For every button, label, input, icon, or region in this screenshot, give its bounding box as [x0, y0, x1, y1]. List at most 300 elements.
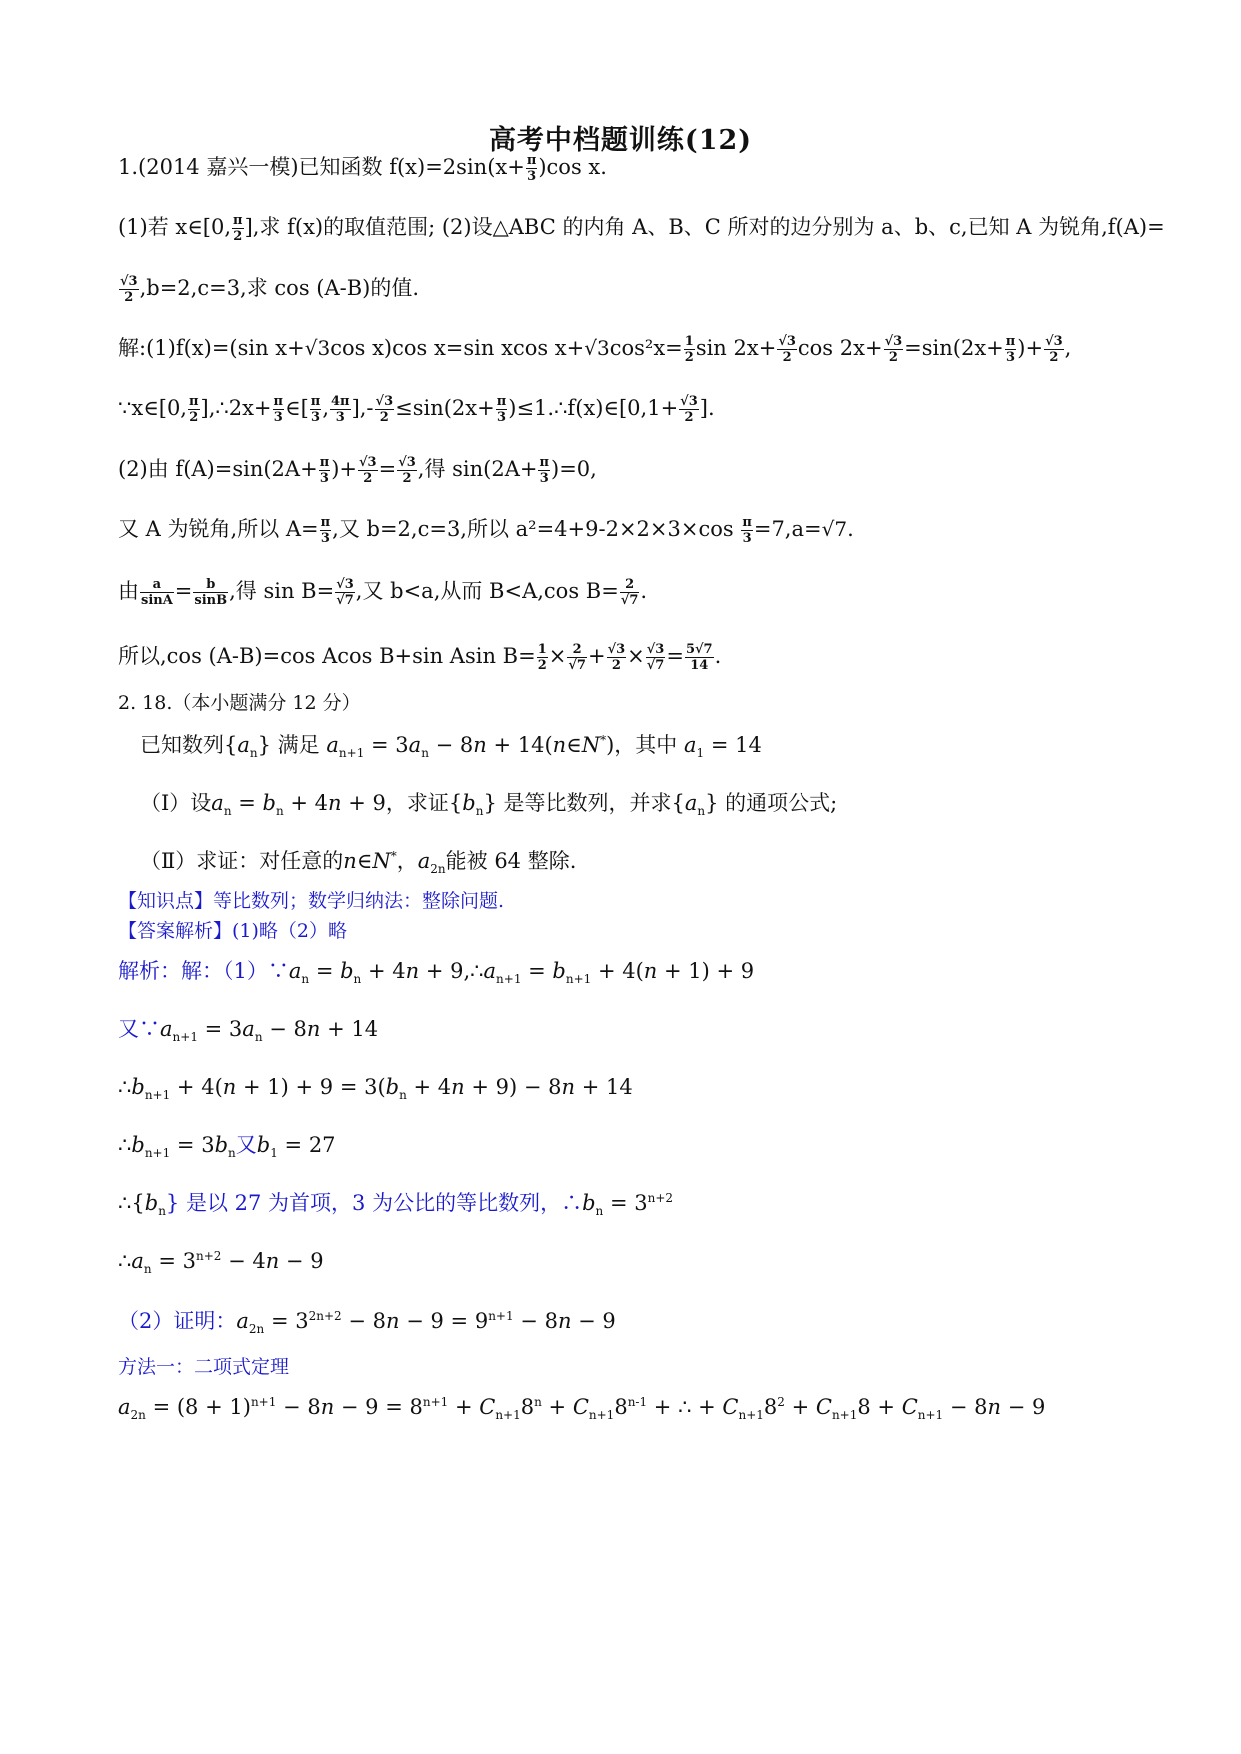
text: 8: [857, 1395, 871, 1419]
text: ,: [1064, 336, 1072, 360]
problem-1-question: [118, 212, 1165, 244]
num: 2: [620, 577, 640, 593]
text: （2）证明：: [118, 1309, 237, 1333]
var: n: [265, 1249, 280, 1273]
text: 4(: [201, 1075, 223, 1099]
analysis-line-8: $a_{2n} = (8 + 1)^{n+1} - 8n - 9 = 8^{n+1} + C_{n+1}8^n + C_{n+1}8^{n-1}$ + ∴ + $C_{n+1}8^2 + C_{n+1}8 + C_{n+1} - 8n - 9$: [118, 1395, 1046, 1423]
den: 3: [1006, 350, 1016, 365]
sub: n: [223, 804, 232, 819]
fraction-4pi-over-3: [330, 394, 351, 425]
text: ×: [627, 644, 645, 668]
fraction-root3-over-2: [358, 455, 378, 486]
text: .: [714, 644, 722, 668]
text: 又: [235, 1133, 257, 1157]
var: a: [237, 733, 250, 757]
text: 3: [395, 733, 409, 757]
sub: n+1: [338, 746, 365, 761]
den: √7: [336, 593, 354, 608]
solution-line-2: [118, 393, 715, 425]
var: n: [405, 959, 420, 983]
sub: n+1: [495, 1408, 521, 1423]
sup: n+1: [422, 1395, 449, 1409]
den: 3: [335, 410, 345, 425]
analysis-line-7: （2）证明：$a_{2n} = 3^{2n+2} - 8n - 9 = 9^{n+1} - 8n - 9$: [118, 1309, 616, 1337]
text: ×: [548, 644, 567, 668]
num: 2: [567, 642, 587, 658]
fraction-root3-over-root7: [646, 642, 666, 673]
text: 由: [118, 579, 139, 603]
page-title: 高考中档题训练(12): [488, 125, 753, 156]
den: 2: [684, 410, 694, 425]
text: 27: [308, 1133, 336, 1157]
text: )+: [1017, 336, 1044, 360]
fraction-5root7-over-14: [685, 642, 714, 673]
text: 9,∴: [450, 959, 484, 983]
fraction-pi-over-3: [741, 515, 753, 546]
fraction-pi-over-3: [538, 455, 550, 486]
text: } 是以 27 为首项，3 为公比的等比数列，∴: [165, 1191, 583, 1215]
sub: n+1: [917, 1408, 944, 1423]
fraction-pi-over-3: [320, 515, 332, 546]
num: √3: [120, 274, 138, 289]
fraction-2-over-root7: [620, 577, 640, 608]
num: √3: [336, 577, 354, 592]
sub: 1: [696, 746, 705, 761]
text: } 满足: [257, 733, 320, 757]
text: 9: [310, 1249, 324, 1273]
den: 14: [690, 658, 709, 673]
num: 4π: [331, 394, 350, 409]
analysis-line-3: $\therefore b_{n+1} + 4(n + 1) + 9 = 3(b_n + 4n + 9) - 8n + 14$: [118, 1075, 633, 1103]
num: 1: [537, 642, 547, 657]
var: b: [256, 1133, 271, 1157]
den: 2: [233, 229, 243, 244]
var: a: [326, 733, 339, 757]
var: a: [118, 1395, 131, 1419]
text: +: [587, 644, 606, 668]
text: 又∵: [118, 1017, 160, 1041]
fraction-1-over-2: [537, 642, 548, 673]
sup: n+2: [647, 1191, 674, 1205]
text: 9: [474, 1309, 489, 1333]
num: √3: [607, 642, 626, 657]
var: a: [236, 1309, 249, 1333]
fraction-pi-over-3: [319, 455, 331, 486]
text: =: [174, 579, 193, 603]
text: 8: [520, 1395, 535, 1419]
num: √3: [680, 394, 698, 409]
var: a: [684, 791, 698, 815]
fraction-root3-over-root7: [335, 577, 355, 608]
den: 2: [379, 410, 389, 425]
den: 2: [888, 350, 898, 365]
sup: n+1: [250, 1395, 277, 1409]
text: (2)由 f(A)=sin(2A+: [118, 457, 318, 481]
text: （Ⅰ）设: [140, 791, 212, 815]
var: C: [722, 1395, 739, 1419]
sub: n: [421, 746, 429, 761]
var: b: [462, 791, 476, 815]
text: ,b=2,c=3,求 cos (A-B)的值.: [139, 276, 420, 300]
var: b: [131, 1075, 145, 1099]
fraction-pi-over-3: [526, 153, 538, 184]
text: cos²x=: [609, 336, 683, 360]
sub: 2n: [248, 1322, 265, 1337]
var: a: [242, 1017, 255, 1041]
fraction-root3-over-2: [119, 274, 139, 305]
text: 3: [295, 1309, 309, 1333]
text: 已知数列{: [140, 733, 238, 757]
text: ],∴2x+: [200, 396, 272, 420]
text: 9): [495, 1075, 518, 1099]
num: π: [1005, 334, 1016, 349]
num: π: [310, 394, 321, 409]
sub: n+1: [496, 972, 522, 987]
text: ,得 sin(2A+: [417, 457, 538, 481]
den: sinB: [194, 593, 228, 608]
den: 2: [782, 350, 792, 365]
text: ,又 b=2,c=3,所以 a²=4+9-2×2×3×cos: [332, 517, 741, 541]
text: 所以,cos (A-B)=cos Acos B+sin Asin B=: [118, 644, 536, 668]
text: 4: [314, 791, 329, 815]
fraction-root3-over-2: [397, 455, 417, 486]
knowledge-point: 【知识点】等比数列；数学归纳法：整除问题.: [118, 890, 505, 912]
text: 1.(2014 嘉兴一模)已知函数 f(x)=2sin(x+: [118, 155, 525, 179]
var: n: [561, 1075, 576, 1099]
sub: n: [249, 746, 258, 761]
text: 14: [735, 733, 762, 757]
text: 8: [293, 1017, 307, 1041]
text: ∴{: [118, 1191, 145, 1215]
text: 9: [365, 1395, 379, 1419]
sqrt3: √3: [304, 336, 331, 360]
num: a: [140, 577, 174, 593]
var: b: [340, 959, 354, 983]
text: 14(: [517, 733, 553, 757]
text: =: [378, 457, 397, 481]
text: )，其中: [606, 733, 678, 757]
num: √3: [398, 455, 416, 470]
solution-line-4: [118, 514, 854, 546]
num: √3: [884, 334, 903, 349]
text: 4: [392, 959, 406, 983]
den: 2: [684, 350, 694, 365]
sup: 2: [777, 1395, 785, 1409]
text: 3(: [364, 1075, 386, 1099]
den: 3: [320, 531, 330, 546]
num: √3: [1045, 334, 1063, 349]
var: n: [987, 1395, 1002, 1419]
var: n∈N: [343, 849, 391, 873]
num: √3: [646, 642, 665, 657]
problem-2-given: 已知数列$\{a_n\}$ 满足 $a_{n+1} = 3a_n - 8n$ + 14(n∈N*)，其中 $a_1 = 14$: [140, 733, 762, 761]
sup: *: [600, 733, 607, 747]
text: (8: [176, 1395, 199, 1419]
text: 3: [182, 1249, 196, 1273]
fraction-pi-over-2: [188, 394, 200, 425]
text: } 的通项公式;: [705, 791, 838, 815]
text: 9: [430, 1309, 444, 1333]
sub: n: [275, 804, 284, 819]
fraction-pi-over-3: [310, 394, 322, 425]
text: cos x)cos x=sin xcos x+: [330, 336, 585, 360]
fraction-pi-over-2: [232, 213, 244, 244]
text: ,得 sin B=: [229, 579, 335, 603]
sub: n: [697, 804, 706, 819]
var: a: [131, 1249, 144, 1273]
sub: n: [595, 1204, 604, 1219]
text: 4: [437, 1075, 452, 1099]
var: n: [643, 959, 658, 983]
var: a: [684, 733, 697, 757]
den: 2: [124, 290, 134, 305]
num: 1: [684, 334, 694, 349]
sub: n: [399, 1088, 407, 1103]
text: ∴: [118, 1075, 132, 1099]
text: 8: [372, 1309, 386, 1333]
sqrt3: √3: [584, 336, 610, 360]
text: ],-: [351, 396, 374, 420]
text: =: [666, 644, 684, 668]
sub: n+1: [738, 1408, 764, 1423]
fraction-root3-over-2: [679, 394, 699, 425]
den: 2: [189, 410, 199, 425]
num: π: [188, 394, 199, 409]
text: ∴: [678, 1395, 692, 1419]
den: √7: [646, 658, 665, 673]
num: 5√7: [685, 642, 713, 657]
text: 14: [351, 1017, 379, 1041]
var: n: [557, 1309, 572, 1333]
sub: n+1: [588, 1408, 615, 1423]
den: 2: [611, 658, 621, 673]
text: 1): [229, 1395, 251, 1419]
var: b: [262, 791, 276, 815]
fraction-a-over-sinA: [140, 577, 174, 608]
text: ∴: [118, 1249, 132, 1273]
text: 8: [974, 1395, 988, 1419]
den: 2: [537, 658, 547, 673]
den: √7: [568, 658, 586, 673]
sup: *: [390, 849, 397, 863]
var: b: [131, 1133, 145, 1157]
var: n∈N: [552, 733, 601, 757]
num: π: [320, 515, 331, 530]
text: 8: [307, 1395, 321, 1419]
problem-1-statement: [118, 152, 607, 184]
var: a: [211, 791, 224, 815]
method-1-heading: 方法一：二项式定理: [118, 1356, 290, 1378]
text: 1): [267, 1075, 289, 1099]
den: 3: [496, 410, 507, 425]
var: n: [306, 1017, 321, 1041]
sub: 1: [270, 1146, 278, 1161]
den: 3: [273, 410, 283, 425]
sub: n: [301, 972, 310, 987]
text: 9: [319, 1075, 334, 1099]
var: b: [144, 1191, 159, 1215]
sub: n+1: [831, 1408, 858, 1423]
var: n: [320, 1395, 335, 1419]
analysis-line-5: $\therefore\{b_n\}$ 是以 27 为首项，3 为公比的等比数列，$\therefore b_n = 3^{n+2}$: [118, 1191, 674, 1219]
num: √3: [778, 334, 796, 349]
text: 8: [544, 1309, 558, 1333]
text: )cos x.: [538, 155, 607, 179]
var: n: [473, 733, 487, 757]
text: 14: [606, 1075, 633, 1099]
var: a: [160, 1017, 173, 1041]
den: 2: [402, 471, 412, 486]
analysis-line-1: 解析：解：$(1)\because a_n = b_n + 4n$ + $9,\therefore a_{n+1} = b_{n+1} + 4(n + 1) + 9$: [118, 959, 755, 987]
sub: 2n: [130, 1408, 146, 1423]
den: 3: [311, 410, 321, 425]
den: 3: [539, 471, 549, 486]
sup: 2n+2: [308, 1309, 342, 1323]
problem-2-heading: 2. 18.（本小题满分 12 分）: [118, 692, 361, 714]
text: (1)若 x∈[0,: [118, 215, 232, 239]
text: 3: [201, 1133, 215, 1157]
text: ],求 f(x)的取值范围; (2)设△ABC 的内角 A、B、C 所对的边分别为 a、b、c,已知 A 为锐角,f(A)=: [244, 215, 1165, 239]
analysis-line-6: $\therefore a_n = 3^{n+2} - 4n - 9$: [118, 1249, 324, 1277]
sub: n+1: [565, 972, 592, 987]
var: b: [552, 959, 566, 983]
problem-2-part-2: [140, 846, 576, 876]
text: ].: [699, 396, 715, 420]
text: 9: [602, 1309, 616, 1333]
var: a: [483, 959, 497, 983]
var: C: [572, 1395, 589, 1419]
var: a: [288, 959, 302, 983]
var: C: [901, 1395, 918, 1419]
text: 8: [459, 733, 474, 757]
text: 8: [409, 1395, 423, 1419]
sub: n: [228, 1146, 236, 1161]
solution-line-1: [118, 333, 1071, 365]
text: )=0,: [551, 457, 597, 481]
num: π: [539, 455, 549, 470]
var: a: [408, 733, 422, 757]
sup: n+1: [488, 1309, 514, 1323]
text: 4: [252, 1249, 266, 1273]
fraction-root3-over-2: [1044, 334, 1064, 365]
sub: 2n: [430, 862, 446, 877]
var: C: [479, 1395, 496, 1419]
text: 4(: [622, 959, 644, 983]
den: sinA: [141, 593, 173, 608]
num: π: [233, 213, 243, 228]
fraction-root3-over-2: [375, 394, 395, 425]
text: cos 2x+: [797, 336, 883, 360]
num: √3: [359, 455, 377, 470]
text: 9，求证{: [372, 791, 463, 815]
fraction-pi-over-3: [496, 394, 508, 425]
var: n: [386, 1309, 400, 1333]
sqrt7: √7: [821, 517, 848, 541]
text: ,又 b<a,从而 B<A,cos B=: [355, 579, 619, 603]
num: b: [193, 577, 228, 593]
sub: n+1: [144, 1146, 171, 1161]
text: 8: [614, 1395, 628, 1419]
num: π: [273, 394, 284, 409]
text: )≤1.∴f(x)∈[0,1+: [508, 396, 679, 420]
text: ∴: [118, 1133, 132, 1157]
var: b: [582, 1191, 596, 1215]
var: b: [214, 1133, 229, 1157]
text: ∵x∈[0,: [118, 396, 187, 420]
text: =sin(2x+: [904, 336, 1004, 360]
text: .: [640, 579, 648, 603]
den: 3: [742, 531, 752, 546]
fraction-pi-over-3: [1005, 334, 1017, 365]
sub: n: [353, 972, 362, 987]
text: 能被 64 整除.: [445, 849, 577, 873]
analysis-line-2: 又$\because a_{n+1} = 3a_n - 8n + 14$: [118, 1017, 379, 1045]
text: 9: [1032, 1395, 1046, 1419]
text: } 是等比数列，并求{: [483, 791, 685, 815]
num: π: [319, 455, 330, 470]
den: 2: [1049, 350, 1059, 365]
sup: n: [534, 1395, 542, 1409]
fraction-root3-over-2: [607, 642, 627, 673]
fraction-root3-over-2: [777, 334, 797, 365]
fraction-root3-over-2: [884, 334, 904, 365]
sub: n+1: [144, 1088, 171, 1103]
sup: n+2: [195, 1249, 222, 1263]
fraction-2-over-root7: [567, 642, 587, 673]
text: 3: [634, 1191, 648, 1215]
num: π: [526, 153, 537, 168]
answer-summary: 【答案解析】(1)略（2）略: [118, 920, 348, 942]
problem-1-question-cont: [118, 273, 419, 305]
solution-line-6: [118, 641, 721, 673]
text: ，: [396, 849, 418, 873]
sub: n: [158, 1204, 166, 1219]
text: )+: [331, 457, 357, 481]
sub: n: [254, 1030, 263, 1045]
text: 8: [763, 1395, 778, 1419]
text: 又 A 为锐角,所以 A=: [118, 517, 319, 541]
text: ∈[: [285, 396, 309, 420]
text: 解:(1)f(x)=(sin x+: [118, 336, 305, 360]
text: ,: [322, 396, 329, 420]
var: n: [328, 791, 342, 815]
text: ≤sin(2x+: [395, 396, 495, 420]
num: π: [496, 394, 507, 409]
sub: n: [143, 1262, 152, 1277]
var: b: [385, 1075, 400, 1099]
text: 解析：解：（1）∵: [118, 959, 289, 983]
text: 3: [228, 1017, 243, 1041]
fraction-1-over-2: [684, 334, 695, 365]
var: n: [222, 1075, 237, 1099]
text: 9: [740, 959, 755, 983]
text: .: [847, 517, 854, 541]
sub: n: [475, 804, 484, 819]
text: sin 2x+: [695, 336, 777, 360]
den: 2: [363, 471, 373, 486]
text: （Ⅱ）求证：对任意的: [140, 849, 344, 873]
var: a: [417, 849, 431, 873]
text: =7,a=: [753, 517, 822, 541]
sub: n+1: [172, 1030, 198, 1045]
var: C: [815, 1395, 832, 1419]
solution-line-5: [118, 576, 647, 608]
text: 8: [548, 1075, 562, 1099]
problem-2-part-1: （Ⅰ）设$a_n = b_n + 4n + 9$，求证$\{b_n\}$ 是等比数列，并求$\{a_n\}$ 的通项公式;: [140, 791, 838, 819]
fraction-b-over-sinB: [193, 577, 228, 608]
fraction-pi-over-3: [273, 394, 285, 425]
text: 1): [688, 959, 710, 983]
